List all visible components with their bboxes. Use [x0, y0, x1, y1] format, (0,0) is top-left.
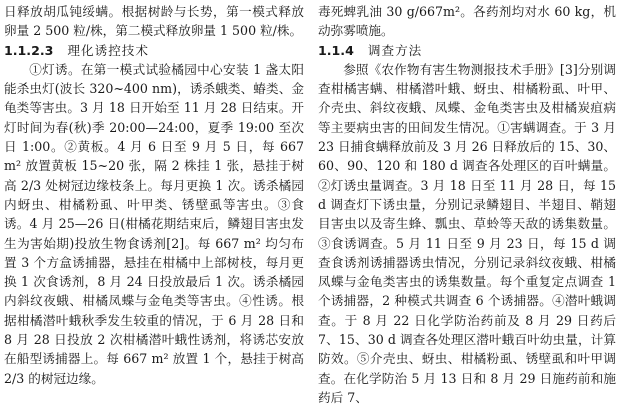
left-body-paragraph: ①灯诱。在第一模式试验橘园中心安装 1 盏太阳能杀虫灯(波长 320~400 nm)，诱杀蛾类、蝽类、金龟类等害虫。3 月 18 日开始至 11 月 28 日结束。开灯时间为春(秋)季 20:00—24:00，夏季 19:00 至次日 1:00。②黄板。4 月 6 日至 9 月 5 日，每 667 m² 放置黄板 15~20 张，隔 2 株挂 1 张，悬挂于树高 2/3 处树冠边缘枝条上。每月更换 1 次。诱杀橘园内蚜虫、柑橘粉虱、叶甲类、锈壁虱等害虫。③食诱。4 月 25—26 日(柑橘花期结束后，鳞翅目害虫发生为害始期)投放生物食诱剂[2]。每 667 m² 均匀布置 3 个方盒诱捕器，悬挂在柑橘中上部树枝，每月更换 1 次食诱剂，8 月 24 日投放最后 1 次。诱杀橘园内斜纹夜蛾、柑橘凤蝶与金龟类等害虫。④性诱。根据柑橘潜叶蛾秋季发生较重的情况，于 6 月 28 日和 8 月 28 日投放 2 次柑橘潜叶蛾性诱剂，将诱芯安放在船型诱捕器上。每 667 m² 放置 1 个，悬挂于树高 2/3 的树冠边缘。: [4, 61, 304, 386]
left-intro-paragraph: 日释放胡瓜钝绥螨。根据树龄与长势，第一模式释放卵量 2 500 粒/株，第二模式释放卵量 1 500 粒/株。: [4, 4, 304, 39]
right-body-paragraph: 参照《农作物有害生物测报技术手册》[3]分别调查柑橘害螨、柑橘潜叶蛾、蚜虫、柑橘粉虱、叶甲、介壳虫、斜纹夜蛾、凤蝶、金龟类害虫及柑橘炭疽病等主要病虫害的田间发生情况。①害螨调查。于 3 月 23 日捕食螨释放前及 3 月 26 日释放后的 15、30、60、90、120 和 180 d 调查各处理区的百叶螨量。②灯诱虫量调查。3 月 18 日至 11 月 28 日，每 15 d 调查灯下诱虫量，分别记录鳞翅目、半翅目、鞘翅目害虫以及寄生蜂、瓢虫、草蛉等天敌的诱集数量。③食诱调查。5 月 11 日至 9 月 23 日，每 15 d 调查食诱剂诱捕器诱虫情况，分别记录斜纹夜蛾、柑橘凤蝶与金龟类害虫的诱集数量。每个重复定点调查 1 个诱捕器，2 种模式共调查 6 个诱捕器。④潜叶蛾调查。于 8 月 22 日化学防治药前及 8 月 29 日药后 7、15、30 d 调查各处理区潜叶蛾百叶幼虫量，计算防效。⑤介壳虫、蚜虫、柑橘粉虱、锈壁虱和叶甲调查。在化学防治 5 月 13 日和 8 月 29 日施药前和施药后 7、: [318, 61, 616, 405]
section-title: 调查方法: [367, 42, 423, 58]
section-number: 1.1.2.3: [4, 42, 54, 58]
section-heading-1-1-4: [318, 41, 616, 60]
section-title: 理化诱控技术: [67, 42, 149, 58]
left-column: [4, 2, 304, 388]
section-heading-1-1-2-3: [4, 41, 304, 60]
right-intro-paragraph: 毒死蜱乳油 30 g/667m²。各药剂均对水 60 kg，机动弥雾喷施。: [318, 4, 616, 39]
right-column: [318, 2, 616, 407]
section-number: 1.1.4: [318, 42, 354, 58]
